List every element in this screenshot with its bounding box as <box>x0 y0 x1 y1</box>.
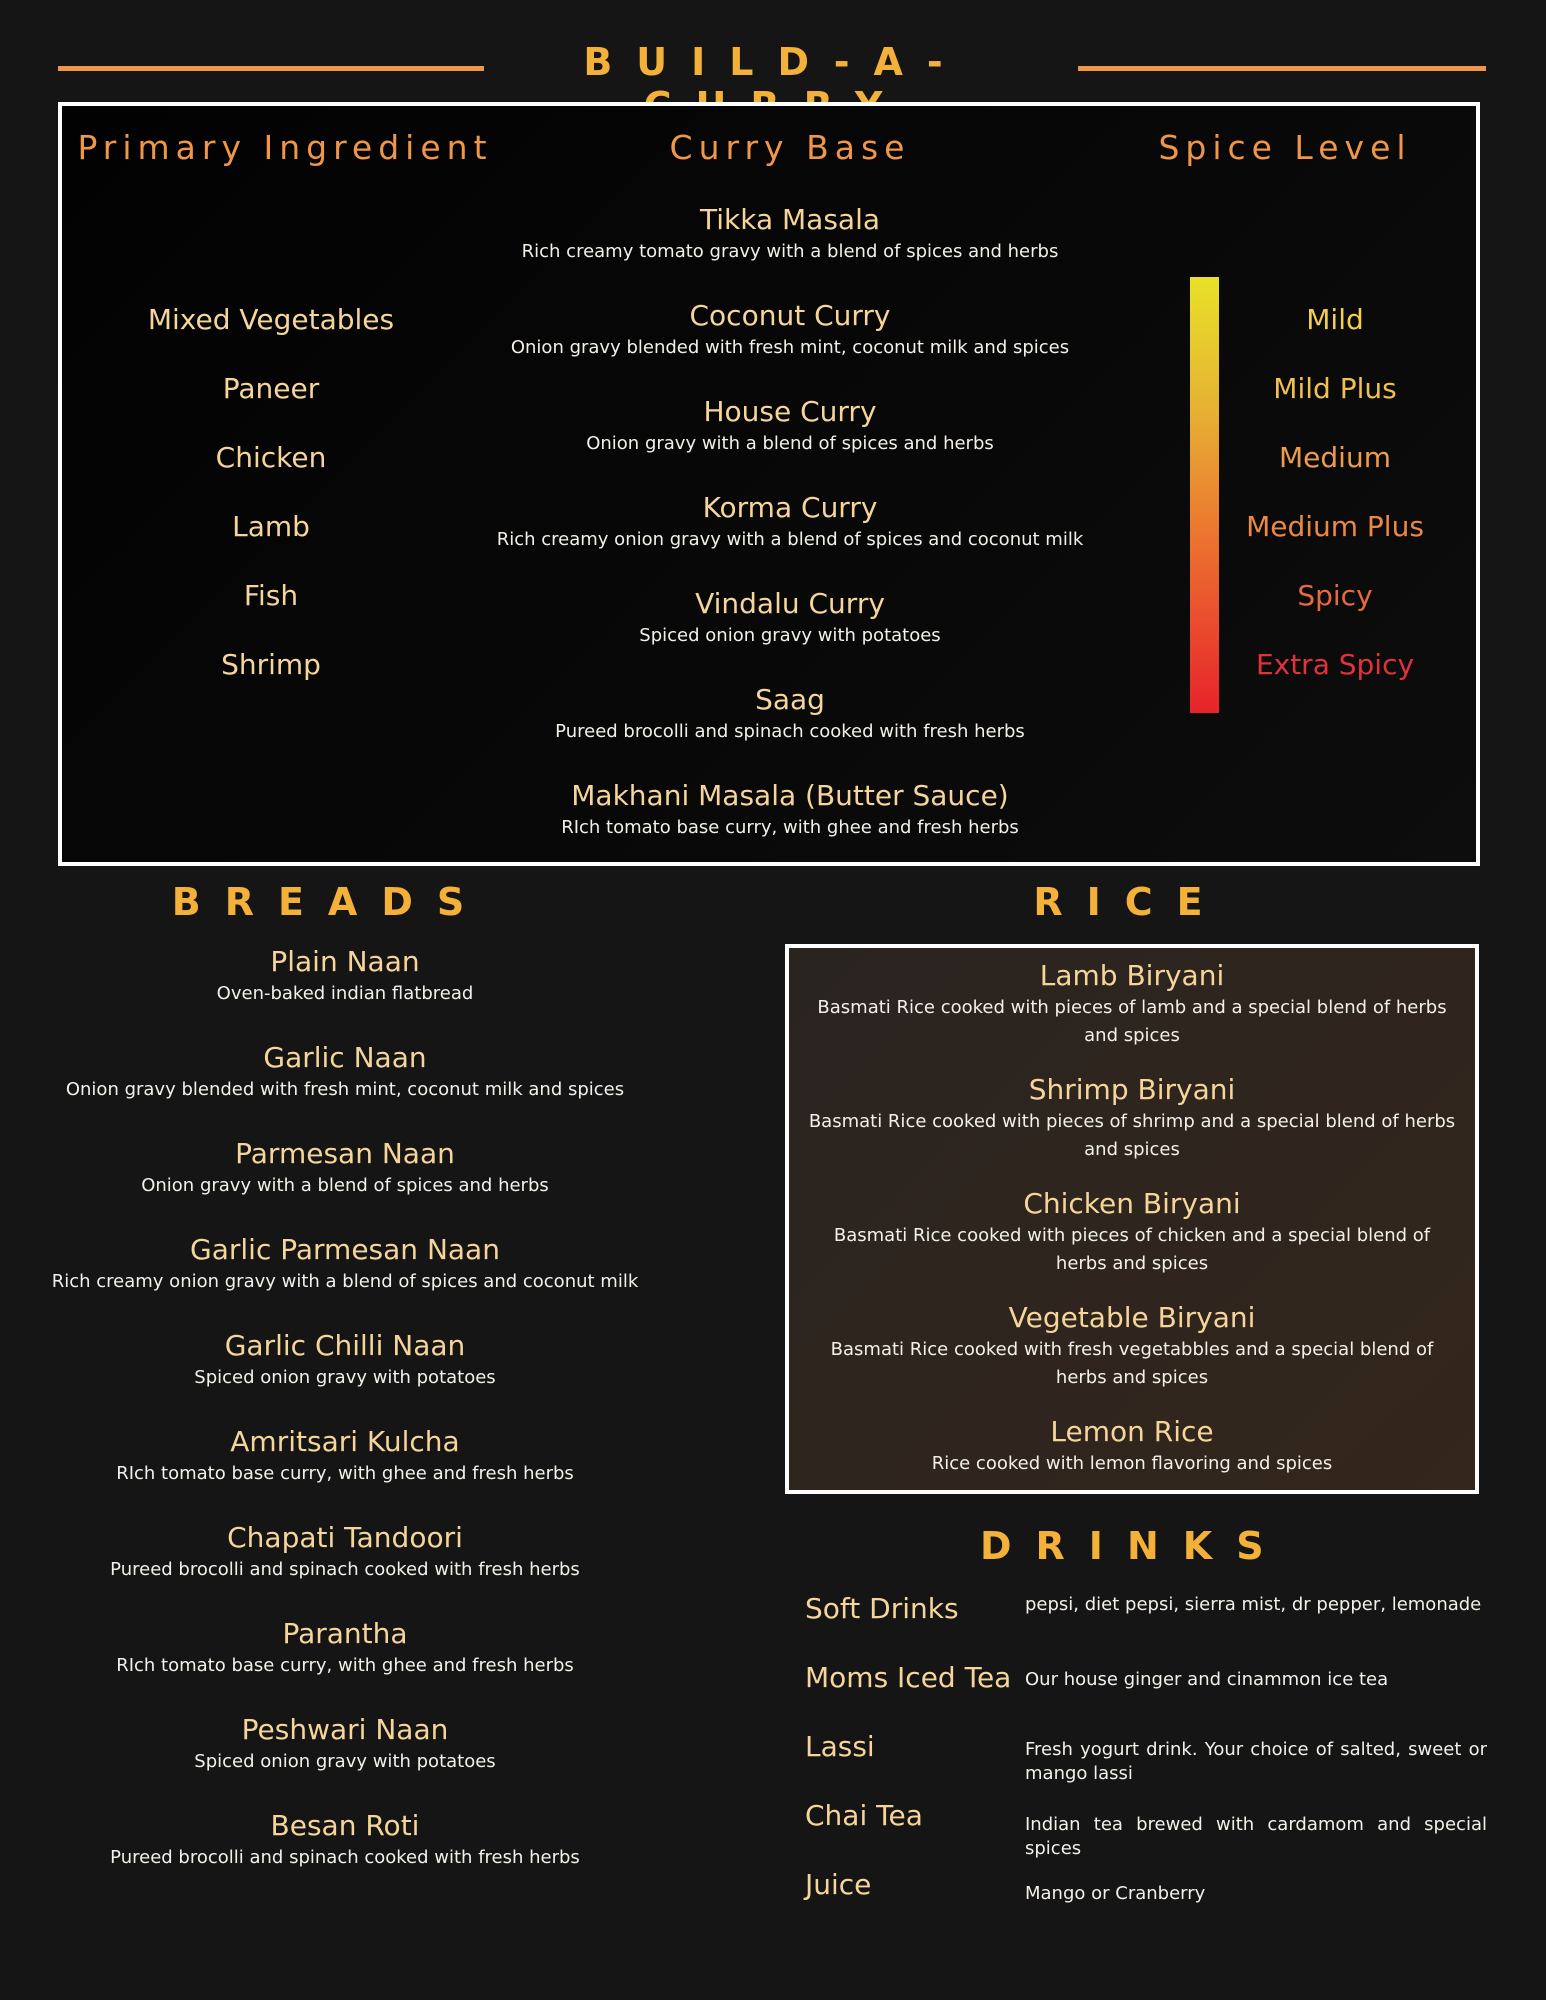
curry-base-item <box>470 586 1110 650</box>
bread-item <box>50 1040 640 1104</box>
drink-desc: Indian tea brewed with cardamom and special spices <box>1025 1814 1487 1859</box>
bread-name: Parmesan Naan <box>235 1137 455 1170</box>
bread-item <box>50 1712 640 1776</box>
rice-desc: Basmati Rice cooked with fresh vegetabbles and a special blend of herbs and spices <box>830 1339 1434 1388</box>
bread-item <box>50 1616 640 1680</box>
curry-base-item <box>470 490 1110 554</box>
drink-desc: pepsi, diet pepsi, sierra mist, dr pepper, lemonade <box>1025 1594 1482 1615</box>
curry-base-desc: RIch tomato base curry, with ghee and fresh herbs <box>561 817 1019 838</box>
bread-name: Chapati Tandoori <box>227 1521 463 1554</box>
drink-name: Juice <box>805 1868 872 1901</box>
bread-name: Parantha <box>282 1617 408 1650</box>
rice-name: Shrimp Biryani <box>1028 1073 1236 1106</box>
bread-name: Plain Naan <box>270 945 420 978</box>
bread-item <box>50 1232 640 1296</box>
bread-item <box>50 1808 640 1872</box>
bread-name: Garlic Chilli Naan <box>224 1329 466 1362</box>
curry-base-name: House Curry <box>703 395 877 428</box>
drink-name: Lassi <box>805 1730 875 1763</box>
breads-title: BREADS <box>171 880 489 924</box>
ingredient-item: Paneer <box>222 372 320 405</box>
drink-name: Moms Iced Tea <box>805 1661 1012 1694</box>
curry-base-item <box>470 778 1110 842</box>
bread-desc: Pureed brocolli and spinach cooked with fresh herbs <box>110 1847 580 1868</box>
curry-base-name: Vindalu Curry <box>695 587 885 620</box>
spice-level-item: Extra Spicy <box>1255 648 1415 681</box>
spice-gradient-bar <box>1190 277 1219 713</box>
rice-item <box>800 1414 1464 1478</box>
spice-level-item: Mild <box>1306 303 1364 336</box>
spice-level-item: Mild Plus <box>1273 372 1397 405</box>
curry-base-name: Makhani Masala (Butter Sauce) <box>571 779 1009 812</box>
bread-desc: Onion gravy blended with fresh mint, coconut milk and spices <box>65 1079 625 1100</box>
curry-base-name: Coconut Curry <box>689 299 891 332</box>
bread-desc: RIch tomato base curry, with ghee and fresh herbs <box>116 1655 574 1676</box>
spice-level-heading: Spice Level <box>1158 128 1412 167</box>
bread-item <box>50 1136 640 1200</box>
curry-base-desc: Rich creamy tomato gravy with a blend of spices and herbs <box>521 241 1059 262</box>
rice-desc: Basmati Rice cooked with pieces of shrimp and a special blend of herbs and spices <box>808 1111 1456 1160</box>
spice-level-item: Spicy <box>1297 579 1373 612</box>
spice-level-item: Medium <box>1279 441 1391 474</box>
rice-item <box>800 958 1464 1050</box>
bread-item <box>50 1328 640 1392</box>
drink-desc: Our house ginger and cinammon ice tea <box>1025 1669 1389 1690</box>
bread-item <box>50 1424 640 1488</box>
bread-desc: Oven-baked indian flatbread <box>216 983 474 1004</box>
curry-base-name: Tikka Masala <box>699 203 881 236</box>
bread-desc: Onion gravy with a blend of spices and herbs <box>141 1175 549 1196</box>
curry-base-item <box>470 202 1110 266</box>
rice-name: Lemon Rice <box>1050 1415 1214 1448</box>
rice-title: RICE <box>1033 880 1227 924</box>
curry-base-item <box>470 298 1110 362</box>
header-rule-left <box>58 66 484 71</box>
drink-desc: Mango or Cranberry <box>1025 1883 1206 1904</box>
bread-desc: Spiced onion gravy with potatoes <box>194 1751 496 1772</box>
rice-desc: Basmati Rice cooked with pieces of lamb and a special blend of herbs and spices <box>817 997 1447 1046</box>
bread-name: Garlic Parmesan Naan <box>190 1233 500 1266</box>
ingredient-item: Lamb <box>232 510 310 543</box>
drink-name: Chai Tea <box>805 1799 923 1832</box>
drink-desc: Fresh yogurt drink. Your choice of salted, sweet or mango lassi <box>1025 1739 1487 1784</box>
curry-base-desc: Rich creamy onion gravy with a blend of spices and coconut milk <box>496 529 1084 550</box>
rice-item <box>800 1186 1464 1278</box>
rice-desc: Rice cooked with lemon flavoring and spices <box>931 1453 1333 1474</box>
rice-name: Lamb Biryani <box>1039 959 1225 992</box>
bread-name: Peshwari Naan <box>241 1713 449 1746</box>
curry-base-desc: Onion gravy blended with fresh mint, coconut milk and spices <box>510 337 1070 358</box>
drinks-title: DRINKS <box>980 1524 1288 1568</box>
bread-desc: RIch tomato base curry, with ghee and fresh herbs <box>116 1463 574 1484</box>
bread-item <box>50 944 640 1008</box>
bread-desc: Spiced onion gravy with potatoes <box>194 1367 496 1388</box>
curry-base-item <box>470 682 1110 746</box>
curry-base-item <box>470 394 1110 458</box>
bread-item <box>50 1520 640 1584</box>
ingredient-item: Mixed Vegetables <box>147 303 395 336</box>
curry-base-desc: Spiced onion gravy with potatoes <box>639 625 941 646</box>
rice-item <box>800 1300 1464 1392</box>
bread-name: Amritsari Kulcha <box>230 1425 460 1458</box>
page-title: BUILD-A- <box>583 40 967 84</box>
curry-base-desc: Onion gravy with a blend of spices and herbs <box>586 433 994 454</box>
rice-name: Vegetable Biryani <box>1008 1301 1256 1334</box>
bread-desc: Pureed brocolli and spinach cooked with fresh herbs <box>110 1559 580 1580</box>
ingredient-item: Fish <box>243 579 299 612</box>
curry-base-name: Korma Curry <box>702 491 878 524</box>
drink-name: Soft Drinks <box>805 1592 959 1625</box>
rice-desc: Basmati Rice cooked with pieces of chicken and a special blend of herbs and spices <box>833 1225 1431 1274</box>
ingredient-item: Chicken <box>215 441 327 474</box>
bread-name: Garlic Naan <box>263 1041 427 1074</box>
primary-ingredient-heading: Primary Ingredient <box>77 128 493 167</box>
curry-base-desc: Pureed brocolli and spinach cooked with fresh herbs <box>555 721 1025 742</box>
bread-name: Besan Roti <box>270 1809 420 1842</box>
ingredient-item: Shrimp <box>221 648 321 681</box>
curry-base-heading: Curry Base <box>669 128 911 167</box>
rice-item <box>800 1072 1464 1164</box>
bread-desc: Rich creamy onion gravy with a blend of spices and coconut milk <box>51 1271 639 1292</box>
rice-name: Chicken Biryani <box>1023 1187 1241 1220</box>
header-rule-right <box>1078 66 1486 71</box>
spice-level-item: Medium Plus <box>1246 510 1424 543</box>
curry-base-name: Saag <box>755 683 825 716</box>
